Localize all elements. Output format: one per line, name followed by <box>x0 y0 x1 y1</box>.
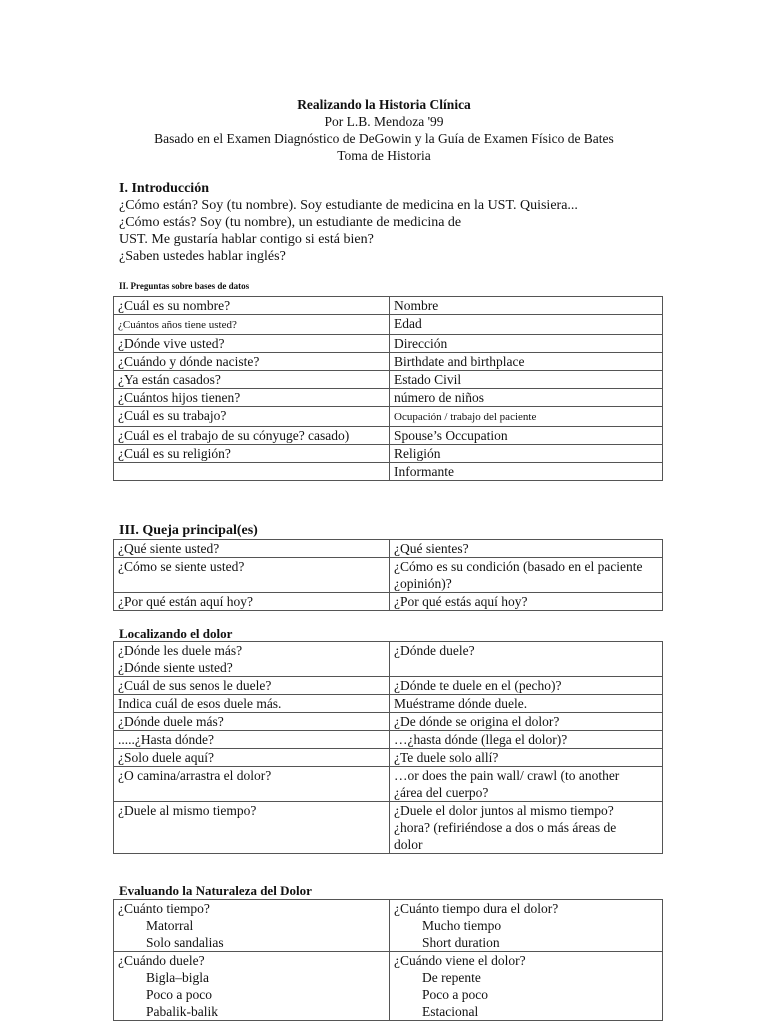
table-cell <box>114 315 390 335</box>
table-cell: ¿Cuál es su nombre? <box>114 297 390 315</box>
table-cell: ¿Por qué estás aquí hoy? <box>390 593 663 611</box>
table-cell: ¿Cuál es el trabajo de su cónyuge? casado) <box>114 427 390 445</box>
table-row <box>114 731 663 749</box>
table-cell: ¿O camina/arrastra el dolor? <box>114 767 390 802</box>
database-table <box>113 296 663 481</box>
cell-line: ¿Dónde siente usted? <box>118 660 233 675</box>
cell-item: Estacional <box>422 1004 479 1019</box>
cell-question: ¿Cuándo viene el dolor? <box>394 953 526 968</box>
table-row <box>114 802 663 854</box>
table-cell: Edad <box>390 315 663 335</box>
intro-line: ¿Cómo estás? Soy (tu nombre), un estudiante de medicina de <box>119 215 462 230</box>
table-row <box>114 540 663 558</box>
table-row <box>114 593 663 611</box>
table-row <box>114 427 663 445</box>
cell-question: ¿Cuándo duele? <box>118 953 205 968</box>
table-row <box>114 900 663 952</box>
table-cell: Informante <box>390 463 663 481</box>
table-cell: ¿Dónde duele más? <box>114 713 390 731</box>
table-row <box>114 407 663 427</box>
table-cell: ¿Ya están casados? <box>114 371 390 389</box>
complaint-table <box>113 539 663 611</box>
table-cell <box>390 900 663 952</box>
table-cell: ¿Dónde te duele en el (pecho)? <box>390 677 663 695</box>
cell-item: Matorral <box>146 918 194 933</box>
cell-question: ¿Cuánto tiempo dura el dolor? <box>394 901 559 916</box>
pain-nature-heading: Evaluando la Naturaleza del Dolor <box>119 883 312 898</box>
intro-line: ¿Cómo están? Soy (tu nombre). Soy estudiante de medicina en la UST. Quisiera... <box>119 198 578 213</box>
table-row <box>114 445 663 463</box>
table-row <box>114 695 663 713</box>
table-row <box>114 952 663 1021</box>
table-cell: ¿Duele al mismo tiempo? <box>114 802 390 854</box>
cell-line: …or does the pain wall/ crawl (to another <box>394 768 620 783</box>
intro-heading: I. Introducción <box>119 181 209 196</box>
pain-nature-table <box>113 899 663 1021</box>
table-cell: …¿hasta dónde (llega el dolor)? <box>390 731 663 749</box>
table-cell <box>390 802 663 854</box>
cell-question: ¿Cuánto tiempo? <box>118 901 210 916</box>
table-cell: ¿Dónde vive usted? <box>114 335 390 353</box>
table-cell: ¿Cómo se siente usted? <box>114 558 390 593</box>
table-cell: ¿Cuántos hijos tienen? <box>114 389 390 407</box>
cell-item: Mucho tiempo <box>422 918 502 933</box>
cell-item: Bigla–bigla <box>146 970 209 985</box>
table-cell: Spouse’s Occupation <box>390 427 663 445</box>
table-cell: ¿Dónde duele? <box>390 642 663 677</box>
cell-item: Short duration <box>422 935 500 950</box>
table-cell: ¿Solo duele aquí? <box>114 749 390 767</box>
table-row <box>114 335 663 353</box>
cell-text: Ocupación / trabajo del paciente <box>394 411 537 423</box>
table-cell: Estado Civil <box>390 371 663 389</box>
table-cell: ¿Qué sientes? <box>390 540 663 558</box>
table-cell: Birthdate and birthplace <box>390 353 663 371</box>
cell-line: ¿Dónde les duele más? <box>118 643 243 658</box>
table-cell <box>390 952 663 1021</box>
table-cell: Dirección <box>390 335 663 353</box>
table-cell: ¿Cómo es su condición (basado en el paciente ¿opinión)? <box>390 558 663 593</box>
table-cell: ¿Por qué están aquí hoy? <box>114 593 390 611</box>
cell-item: De repente <box>422 970 481 985</box>
pain-location-heading: Localizando el dolor <box>119 626 233 641</box>
cell-line: ¿hora? (refiriéndose a dos o más áreas de <box>394 820 617 835</box>
table-row <box>114 749 663 767</box>
table-cell: Nombre <box>390 297 663 315</box>
cell-line: ¿Duele el dolor juntos al mismo tiempo? <box>394 803 614 818</box>
cell-text: ¿Cuántos años tiene usted? <box>118 319 237 331</box>
table-cell: Muéstrame dónde duele. <box>390 695 663 713</box>
table-row <box>114 371 663 389</box>
table-row <box>114 297 663 315</box>
table-row <box>114 558 663 593</box>
cell-item: Poco a poco <box>146 987 212 1002</box>
table-cell: ¿Cuál es su trabajo? <box>114 407 390 427</box>
intro-paragraph <box>119 197 578 265</box>
table-cell <box>390 407 663 427</box>
table-cell: ¿De dónde se origina el dolor? <box>390 713 663 731</box>
table-cell <box>114 463 390 481</box>
table-cell: Religión <box>390 445 663 463</box>
table-cell <box>114 952 390 1021</box>
intro-line: ¿Saben ustedes hablar inglés? <box>119 249 286 264</box>
cell-item: Solo sandalias <box>146 935 224 950</box>
table-cell <box>390 767 663 802</box>
table-row <box>114 353 663 371</box>
table-row <box>114 389 663 407</box>
table-row <box>114 677 663 695</box>
doc-title: Realizando la Historia Clínica <box>297 97 471 112</box>
cell-line: dolor <box>394 837 423 852</box>
cell-item: Pabalik-balik <box>146 1004 218 1019</box>
table-cell: .....¿Hasta dónde? <box>114 731 390 749</box>
table-cell: Indica cuál de esos duele más. <box>114 695 390 713</box>
cell-item: Poco a poco <box>422 987 488 1002</box>
table-cell: ¿Qué siente usted? <box>114 540 390 558</box>
table-cell: ¿Cuál de sus senos le duele? <box>114 677 390 695</box>
table-row <box>114 767 663 802</box>
table-row <box>114 642 663 677</box>
table-cell <box>114 642 390 677</box>
doc-subtitle: Toma de Historia <box>337 148 431 163</box>
table-cell <box>114 900 390 952</box>
cell-line: ¿área del cuerpo? <box>394 785 489 800</box>
doc-author: Por L.B. Mendoza '99 <box>324 114 444 129</box>
pain-location-table <box>113 641 663 854</box>
database-heading: II. Preguntas sobre bases de datos <box>119 281 250 291</box>
table-row <box>114 315 663 335</box>
table-row <box>114 463 663 481</box>
table-cell: ¿Cuándo y dónde naciste? <box>114 353 390 371</box>
table-row <box>114 713 663 731</box>
table-cell: ¿Cuál es su religión? <box>114 445 390 463</box>
table-cell: número de niños <box>390 389 663 407</box>
complaint-heading: III. Queja principal(es) <box>119 523 258 538</box>
table-cell: ¿Te duele solo allí? <box>390 749 663 767</box>
doc-basis: Basado en el Examen Diagnóstico de DeGowin y la Guía de Examen Físico de Bates <box>154 131 614 146</box>
intro-line: UST. Me gustaría hablar contigo si está bien? <box>119 232 374 247</box>
